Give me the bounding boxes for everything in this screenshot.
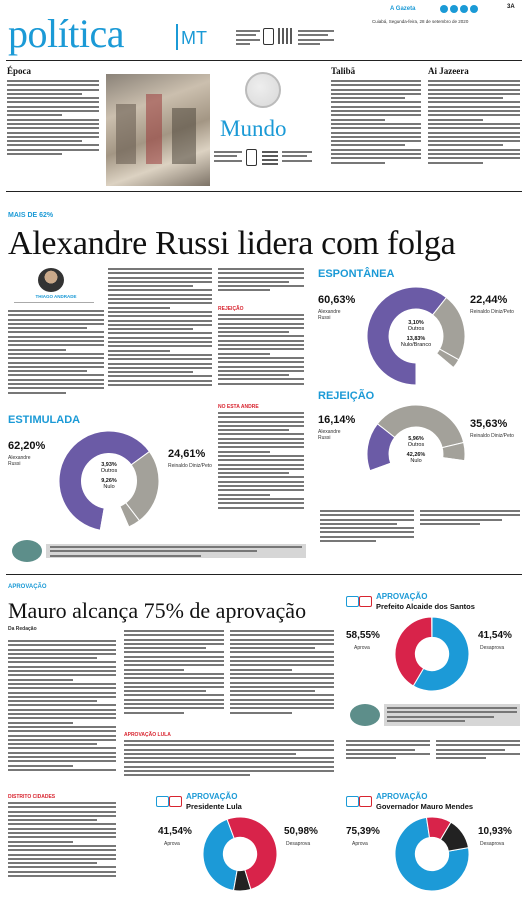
second-col-1 xyxy=(8,640,116,788)
pres-left-name: Aprova xyxy=(164,841,180,847)
rej-right-name: Reinaldo Diniz/Peto xyxy=(470,433,514,439)
governador-kicker: APROVAÇÃO xyxy=(376,792,428,801)
esp-left-pct: 60,63% xyxy=(318,294,356,306)
paper-name: A Gazeta xyxy=(390,6,416,12)
methodology-text-a xyxy=(346,740,430,776)
rej-center-1-label: Outros xyxy=(407,442,425,448)
rej-center-2-label: Nulo xyxy=(410,458,422,464)
social-circle-icon xyxy=(440,5,448,13)
lead-col-1 xyxy=(8,310,104,406)
section-region: MT xyxy=(181,28,207,48)
globe-icon xyxy=(245,72,281,108)
chart-title-estimulada: ESTIMULADA xyxy=(8,414,81,426)
lead-col-4b xyxy=(420,510,520,534)
est-center-2-label: Nulo xyxy=(103,484,115,490)
second-col-1b xyxy=(8,802,116,896)
chart-title-rejeicao: REJEIÇÃO xyxy=(318,390,375,402)
est-center-1: 3,93% xyxy=(101,462,117,468)
pres-center: 7,48% xyxy=(232,851,248,857)
est-left-name: Alexandre Russi xyxy=(8,455,31,467)
pref-right-name: Desaprova xyxy=(480,645,505,651)
lead-bottom-rule xyxy=(6,574,522,575)
institute-logo-2 xyxy=(350,704,380,726)
qr-code-icon xyxy=(262,149,278,165)
social-circle-icon xyxy=(470,5,478,13)
esp-center-2: 13,83% xyxy=(406,336,426,342)
rej-left-pct: 16,14% xyxy=(318,414,356,426)
social-circle-icon xyxy=(450,5,458,13)
esp-right-name: Reinaldo Diniz/Peto xyxy=(470,309,514,315)
methodology-text-b xyxy=(436,740,520,776)
subhead-aprovacao-lula: APROVAÇÃO LULA xyxy=(124,732,171,738)
governador-title: Governador Mauro Mendes xyxy=(376,802,474,811)
second-col-3 xyxy=(230,630,334,726)
teaser-text-1 xyxy=(7,80,99,170)
teaser-text-3 xyxy=(331,80,421,180)
disclaimer-bar xyxy=(46,544,306,558)
second-col-2b xyxy=(124,740,334,786)
social-circle-icon xyxy=(460,5,468,13)
masthead-bottom-rule xyxy=(6,60,522,61)
mundo-label: Mundo xyxy=(220,116,287,141)
second-headline: Mauro alcança 75% de aprovação xyxy=(8,598,307,623)
pres-right-name: Desaprova xyxy=(286,841,311,847)
author-name: THIAGO ANDRADE xyxy=(35,294,77,299)
lead-kicker: MAIS DE 62% xyxy=(8,212,54,219)
teaser-bottom-rule xyxy=(6,191,522,192)
pref-right-pct: 41,54% xyxy=(478,630,512,641)
esp-center xyxy=(394,320,438,348)
teaser-photo xyxy=(106,74,210,186)
est-right-pct: 24,61% xyxy=(168,448,206,460)
rej-center-1: 5,96% xyxy=(408,436,424,442)
lead-col-3b xyxy=(218,314,304,398)
esp-right-pct: 22,44% xyxy=(470,294,508,306)
prefeito-kicker: APROVAÇÃO xyxy=(376,592,428,601)
page-number: 3A xyxy=(507,4,515,10)
phone-icon xyxy=(263,28,274,45)
institute-logo xyxy=(12,540,42,562)
second-kicker: APROVAÇÃO xyxy=(8,584,47,590)
prefeito-title: Prefeito Alcaide dos Santos xyxy=(376,602,475,611)
phone-icon xyxy=(246,149,257,166)
teaser-heading-1: Época xyxy=(7,66,32,76)
presidente-title: Presidente Lula xyxy=(186,802,242,811)
teaser-heading-3: Talibã xyxy=(331,66,356,76)
thumbs-icon-presidente xyxy=(156,794,182,808)
qr-promo-2 xyxy=(214,148,314,168)
pref-left-pct: 58,55% xyxy=(346,630,380,641)
esp-center-1: 3,10% xyxy=(408,320,424,326)
est-center-2: 9,26% xyxy=(101,478,117,484)
rej-center-2: 42,26% xyxy=(406,452,426,458)
presidente-kicker: APROVAÇÃO xyxy=(186,792,238,801)
esp-center-2-label: Nulo/Branco xyxy=(400,342,432,348)
rej-center xyxy=(394,436,438,464)
est-center xyxy=(87,462,131,490)
pref-center: 0,1% xyxy=(425,651,439,657)
edition-date: Cuiabá, Segunda-feira, 28 de setembro de 2020 xyxy=(372,19,469,24)
esp-left-name: Alexandre Russi xyxy=(318,309,341,321)
rej-right-pct: 35,63% xyxy=(470,418,508,430)
teaser-heading-4: Ai Jazeera xyxy=(428,66,469,76)
qr-code-icon xyxy=(278,28,294,44)
subhead-outra: NO ESTA ANDRE xyxy=(218,404,259,410)
pres-right-pct: 50,98% xyxy=(284,826,318,837)
esp-center-1-label: Outros xyxy=(407,326,425,332)
subhead-distrito: DISTRITO CIDADES xyxy=(8,794,56,800)
lead-col-3c xyxy=(218,412,304,528)
est-left-pct: 62,20% xyxy=(8,440,46,452)
thumbs-icon-prefeito xyxy=(346,594,372,608)
methodology-box xyxy=(384,704,520,726)
pres-left-pct: 41,54% xyxy=(158,826,192,837)
gov-center: 13,68% xyxy=(422,851,442,857)
lead-col-2 xyxy=(108,268,212,408)
masthead-separator xyxy=(176,24,178,50)
gov-right-name: Desaprova xyxy=(480,841,505,847)
lead-headline: Alexandre Russi lidera com folga xyxy=(8,225,456,262)
chart-title-espontanea: ESPONTÂNEA xyxy=(318,268,395,280)
subhead-rejeicao: REJEIÇÃO xyxy=(218,306,244,312)
author-rule xyxy=(14,302,94,303)
lead-col-4a xyxy=(320,510,414,558)
social-icons xyxy=(440,5,500,14)
second-col-2 xyxy=(124,630,224,726)
gov-right-pct: 10,93% xyxy=(478,826,512,837)
lead-col-3a xyxy=(218,268,304,298)
est-right-name: Reinaldo Diniz/Peto xyxy=(168,463,212,469)
gov-left-pct: 75,39% xyxy=(346,826,380,837)
section-title: política xyxy=(8,11,124,56)
pref-left-name: Aprova xyxy=(354,645,370,651)
est-center-1-label: Outros xyxy=(100,468,118,474)
gov-left-name: Aprova xyxy=(352,841,368,847)
teaser-text-4 xyxy=(428,80,520,180)
second-byline: Da Redação xyxy=(8,626,37,632)
rej-left-name: Alexandre Russi xyxy=(318,429,341,441)
author-avatar xyxy=(38,268,64,292)
thumbs-icon-governador xyxy=(346,794,372,808)
qr-promo-1 xyxy=(236,26,336,48)
